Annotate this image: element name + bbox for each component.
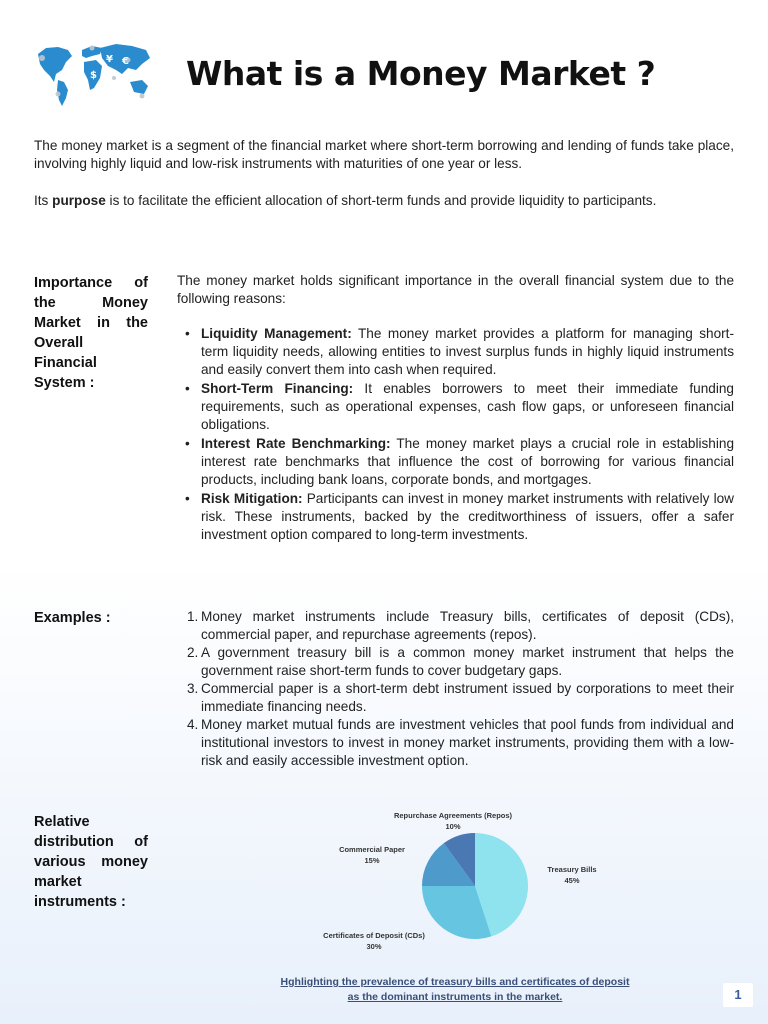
importance-intro: The money market holds significant importance in the overall financial system due to the following reasons: bbox=[177, 273, 734, 306]
list-item: • Liquidity Management: The money market provides a platform for managing short-term liquidity needs, allowing entities to invest surplus funds in highly liquid instruments and easily convert them into cash when required. bbox=[185, 326, 734, 377]
purpose-term: purpose bbox=[52, 193, 106, 208]
pie-label-value: 45% bbox=[564, 876, 580, 885]
list-item: 4. Money market mutual funds are investment vehicles that pool funds from individual and institutional investors to invest in money market instruments, providing them with a low-risk and easily accessible investment option. bbox=[187, 717, 734, 768]
svg-text:€: € bbox=[122, 56, 129, 67]
importance-heading: Importance of the Money Market in the Overall Financial System : bbox=[34, 275, 148, 391]
list-item: 2. A government treasury bill is a common money market instrument that helps the government raise short-term funds to cover budgetary gaps. bbox=[187, 645, 734, 678]
pie-label-value: 30% bbox=[366, 942, 382, 951]
list-item: • Short-Term Financing: It enables borrowers to meet their immediate funding requirements, such as operational expenses, cash flow gaps, or unforeseen financial obligations. bbox=[185, 381, 734, 432]
purpose-paragraph: Its purpose is to facilitate the efficient allocation of short-term funds and provide liquidity to participants. bbox=[34, 193, 657, 208]
list-item: • Risk Mitigation: Participants can invest in money market instruments with relatively low risk. These instruments, backed by the creditworthiness of issuers, offer a safer investment option compared to long-term investments. bbox=[185, 491, 734, 542]
world-map-currency-icon bbox=[32, 40, 156, 108]
importance-list bbox=[177, 325, 734, 545]
examples-heading: Examples : bbox=[34, 610, 111, 626]
list-item: • Interest Rate Benchmarking: The money market plays a crucial role in establishing interest rate benchmarks that influence the cost of borrowing for various financial products, including bank loans, corporate bonds, and mortgages. bbox=[185, 436, 734, 487]
pie-label-name: Certificates of Deposit (CDs) bbox=[323, 931, 425, 940]
pie-chart bbox=[300, 800, 630, 960]
list-item: 1. Money market instruments include Treasury bills, certificates of deposit (CDs), commercial paper, and repurchase agreements (repos). bbox=[187, 609, 734, 642]
pie-label-name: Commercial Paper bbox=[339, 845, 405, 854]
intro-paragraph: The money market is a segment of the financial market where short-term borrowing and lending of funds take place, involving highly liquid and low-risk instruments with maturities of one year or less. bbox=[34, 138, 734, 171]
pie-label-name: Treasury Bills bbox=[547, 865, 597, 874]
pie-label-value: 10% bbox=[445, 822, 461, 831]
pie-label-value: 15% bbox=[364, 856, 380, 865]
examples-list bbox=[177, 608, 734, 770]
chart-caption: Hghlighting the prevalence of treasury bills and certificates of deposit as the dominant instruments in the market. bbox=[280, 976, 630, 1003]
list-item: 3. Commercial paper is a short-term debt instrument issued by corporations to meet their immediate financing needs. bbox=[187, 681, 734, 714]
distribution-heading: Relative distribution of various money market instruments : bbox=[34, 814, 148, 910]
svg-text:$: $ bbox=[90, 70, 97, 81]
pie-label-name: Repurchase Agreements (Repos) bbox=[393, 811, 513, 820]
svg-text:¥: ¥ bbox=[106, 54, 113, 65]
page-title: What is a Money Market ? bbox=[186, 54, 656, 93]
page-number: 1 bbox=[723, 983, 753, 1007]
